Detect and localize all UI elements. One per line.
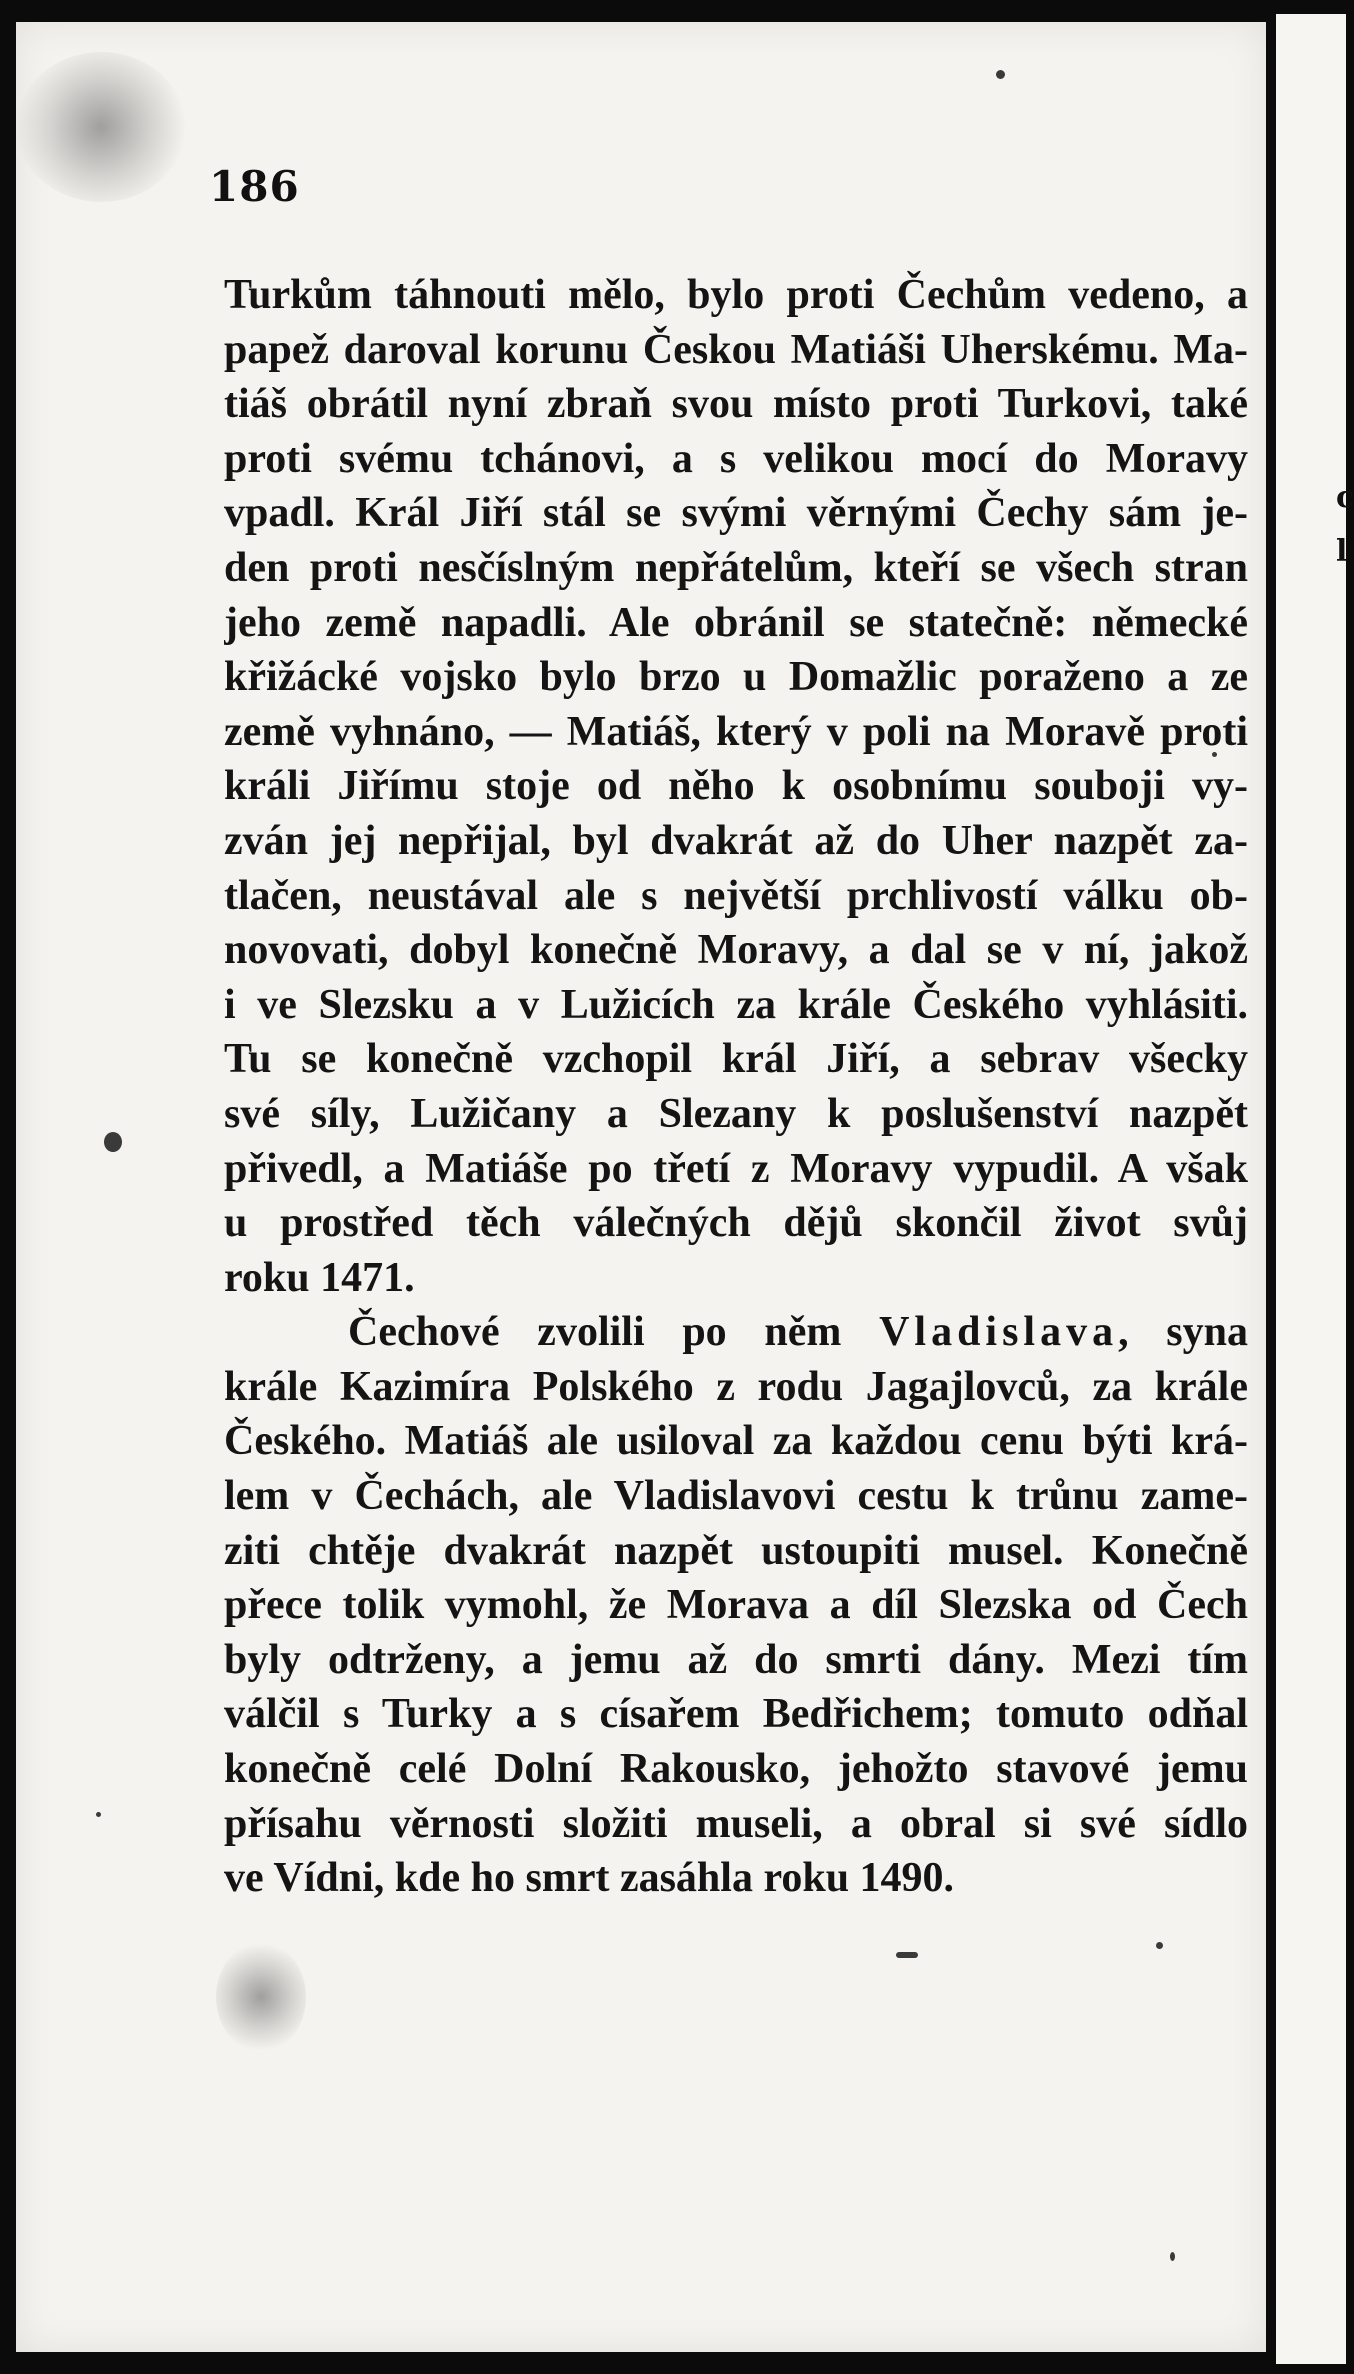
speck <box>104 1132 122 1152</box>
text-line: tlačen, neustával ale s největší prchlivostí válku ob- <box>224 872 1248 919</box>
text-line: přivedl, a Matiáše po třetí z Moravy vypudil. A však <box>224 1145 1248 1192</box>
text-line: papež daroval korunu Českou Matiáši Uherskému. Ma- <box>224 326 1248 373</box>
speck <box>996 70 1005 79</box>
adjacent-page-fragment: c <box>1336 480 1354 515</box>
paragraph-first-line <box>224 1305 1248 1360</box>
page-number: 186 <box>209 162 300 211</box>
ink-smudge <box>16 52 186 202</box>
text-line: ve Vídni, kde ho smrt zasáhla roku 1490. <box>224 1855 955 1902</box>
text-line: křižácké vojsko bylo brzo u Domažlic poraženo a ze <box>224 654 1248 701</box>
text-line: přece tolik vymohl, že Morava a díl Slezska od Čech <box>224 1582 1248 1629</box>
ink-smudge <box>216 1942 306 2052</box>
text-line: válčil s Turky a s císařem Bedřichem; tomuto odňal <box>224 1691 1248 1738</box>
speck <box>96 1812 101 1817</box>
text-line: Turkům táhnouti mělo, bylo proti Čechům vedeno, a <box>224 272 1248 318</box>
paragraph-lead: Čechové zvolili po něm <box>348 1309 880 1356</box>
text-line: země vyhnáno, — Matiáš, který v poli na Moravě proti <box>224 708 1248 755</box>
text-line: den proti nesčíslným nepřátelům, kteří se všech stran <box>224 544 1248 591</box>
text-line: Tu se konečně vzchopil král Jiří, a sebrav všecky <box>224 1036 1248 1083</box>
adjacent-page-fragment: l <box>1336 534 1348 569</box>
speck <box>896 1952 918 1958</box>
text-line: roku 1471. <box>224 1254 415 1301</box>
speck <box>1170 2252 1175 2261</box>
paragraph-lead-tail: , syna <box>1118 1309 1248 1356</box>
text-line: tiáš obrátil nyní zbraň svou místo proti Turkovi, také <box>224 381 1248 428</box>
book-page <box>16 22 1266 2352</box>
text-line: u prostřed těch válečných dějů skončil život svůj <box>224 1200 1248 1247</box>
text-line: novovati, dobyl konečně Moravy, a dal se v ní, jakož <box>224 927 1248 974</box>
text-line: konečně celé Dolní Rakousko, jehožto stavové jemu <box>224 1746 1248 1793</box>
text-line: lem v Čechách, ale Vladislavovi cestu k trůnu zame- <box>224 1473 1248 1520</box>
body-text <box>224 268 1248 1906</box>
speck <box>1156 1942 1163 1949</box>
adjacent-page-edge <box>1276 14 1354 2364</box>
spaced-name: Vladislava <box>879 1309 1119 1356</box>
text-line: zván jej nepřijal, byl dvakrát až do Uher nazpět za- <box>224 817 1248 864</box>
text-line: krále Kazimíra Polského z rodu Jagajlovců, za krále <box>224 1363 1248 1410</box>
text-line: byly odtrženy, a jemu až do smrti dány. Mezi tím <box>224 1636 1248 1683</box>
text-line: ziti chtěje dvakrát nazpět ustoupiti musel. Konečně <box>224 1527 1248 1574</box>
text-line: Českého. Matiáš ale usiloval za každou cenu býti krá- <box>224 1418 1248 1465</box>
text-line: proti svému tchánovi, a s velikou mocí do Moravy <box>224 435 1248 482</box>
text-line: své síly, Lužičany a Slezany k poslušenství nazpět <box>224 1090 1248 1137</box>
text-line: jeho země napadli. Ale obránil se statečně: německé <box>224 599 1248 646</box>
text-line: vpadl. Král Jiří stál se svými věrnými Čechy sám je- <box>224 490 1248 537</box>
text-line: přísahu věrnosti složiti museli, a obral si své sídlo <box>224 1800 1248 1847</box>
text-line: i ve Slezsku a v Lužicích za krále Českého vyhlásiti. <box>224 981 1248 1028</box>
text-line: králi Jiřímu stoje od něho k osobnímu souboji vy- <box>224 763 1248 810</box>
